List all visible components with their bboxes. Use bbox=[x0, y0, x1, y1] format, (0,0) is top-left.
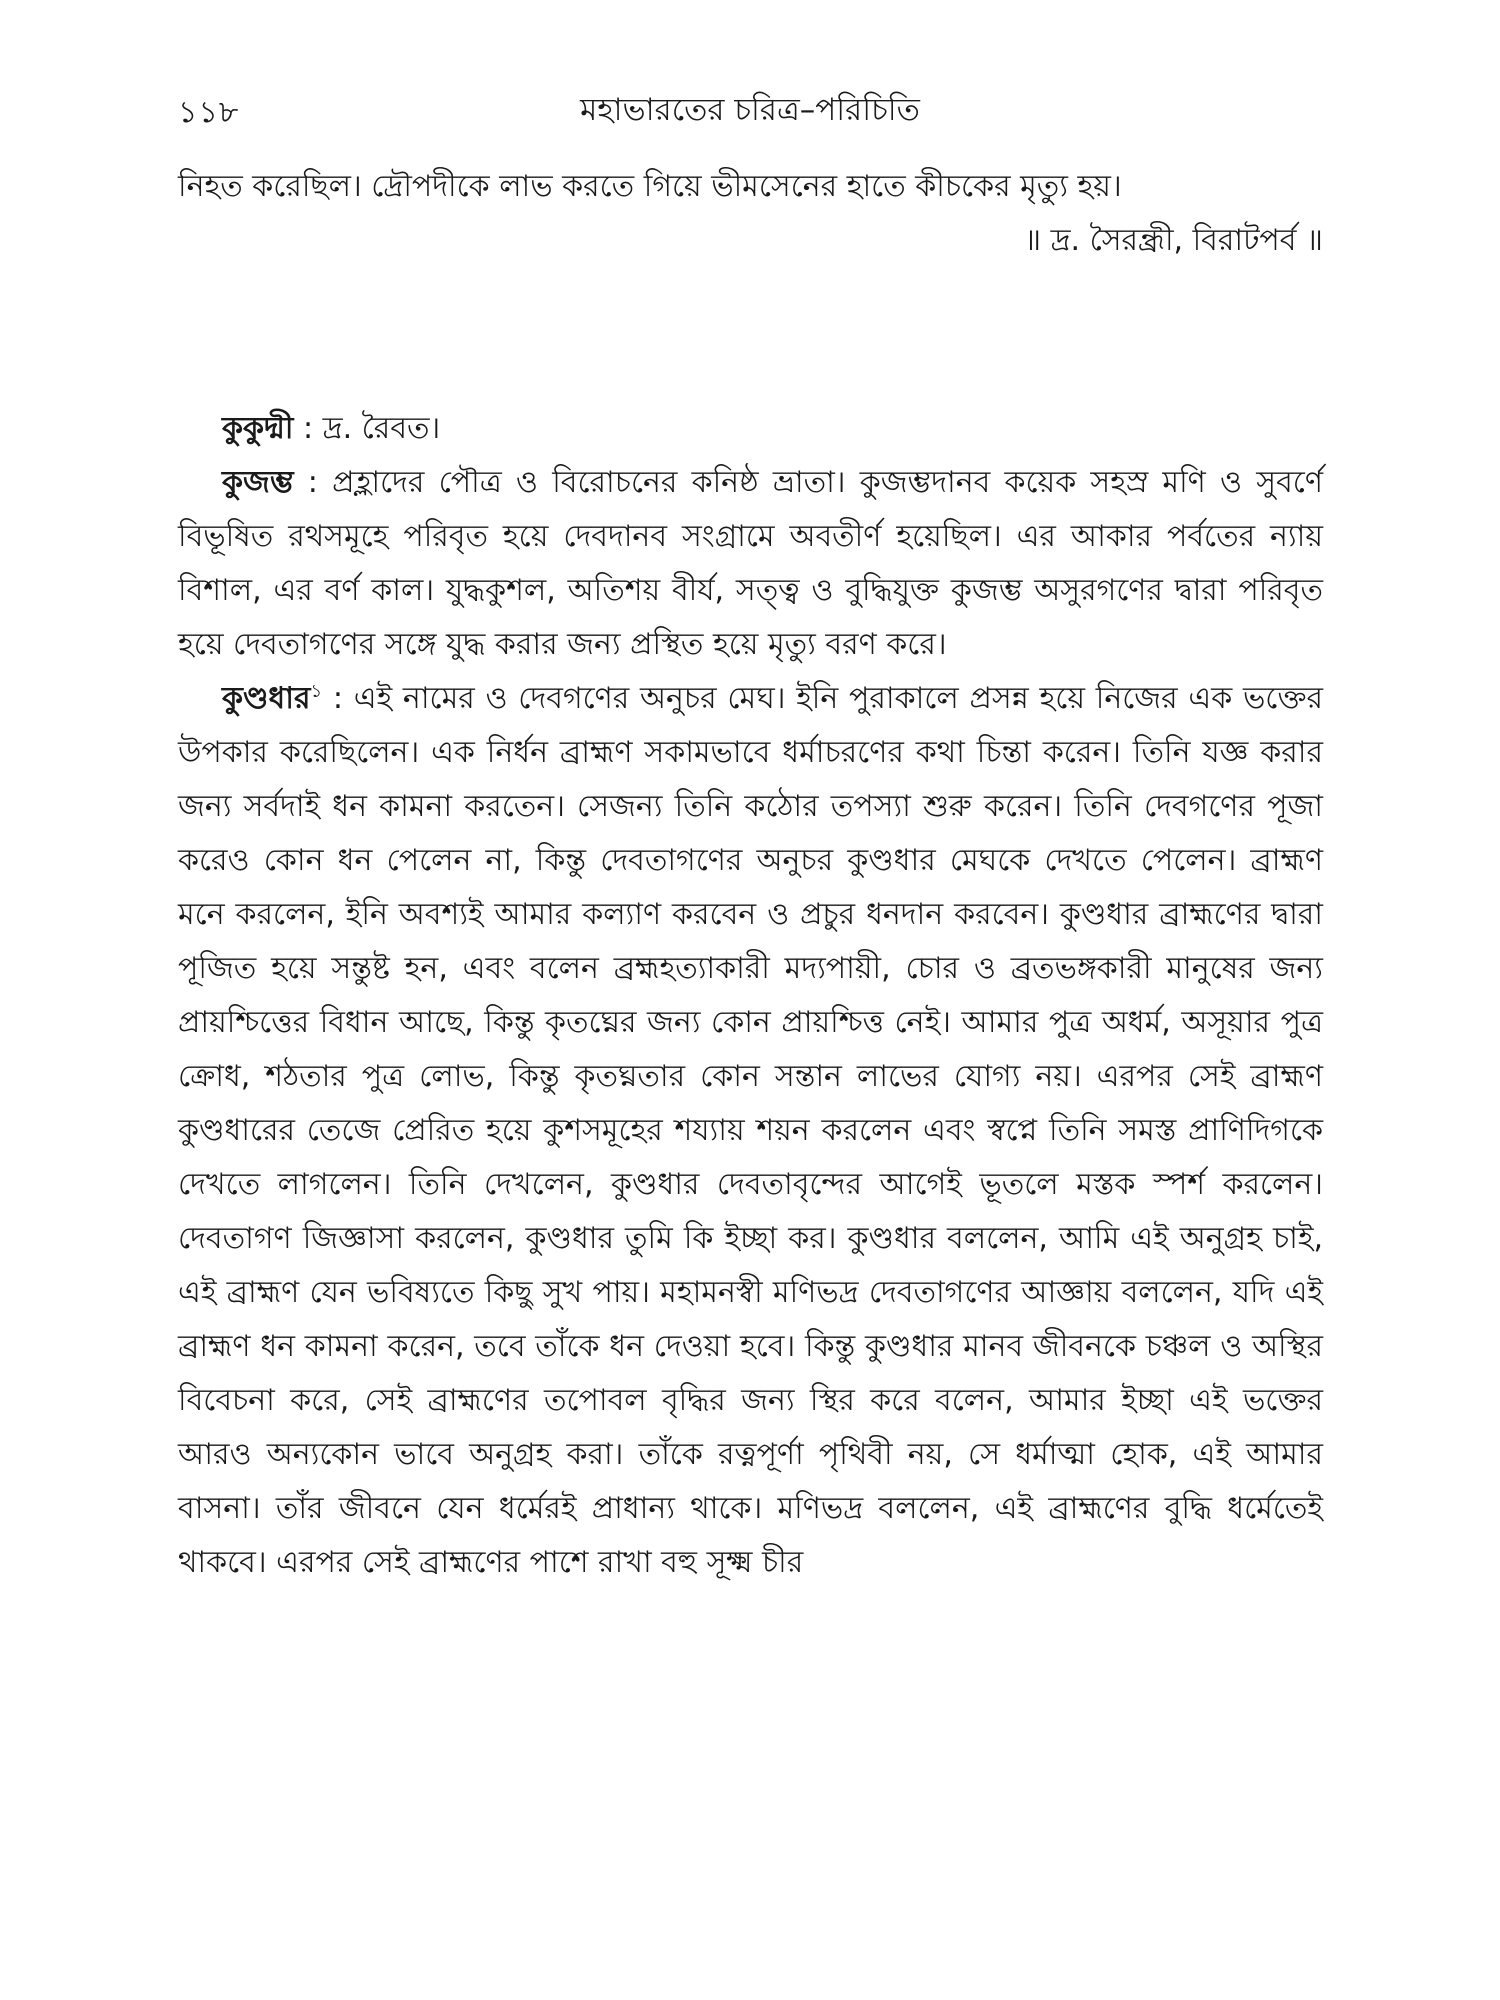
entry-separator: : bbox=[293, 465, 333, 500]
entry-headword: কুজম্ভ bbox=[222, 465, 294, 500]
entry-headword: কুকুদ্মী bbox=[222, 411, 294, 446]
entries-block bbox=[178, 402, 1323, 1590]
entry-text: প্রহ্লাদের পৌত্র ও বিরোচনের কনিষ্ঠ ভ্রাতা। কুজম্ভদানব কয়েক সহস্র মণি ও সুবর্ণে বিভূষিত রথসমূহে পরিবৃত হয়ে দেবদানব সংগ্রামে অবতীর্ণ হয়েছিল। এর আকার পর্বতের ন্যায় বিশাল, এর বর্ণ কাল। যুদ্ধকুশল, অতিশয় বীর্য, সত্ত্ব ও বুদ্ধিযুক্ত কুজম্ভ অসুরগণের দ্বারা পরিবৃত হয়ে দেবতাগণের সঙ্গে যুদ্ধ করার জন্য প্রস্থিত হয়ে মৃত্যু বরণ করে। bbox=[178, 465, 1323, 662]
running-title: মহাভারতের চরিত্র–পরিচিতি bbox=[580, 92, 920, 128]
page-number: ১১৮ bbox=[178, 95, 240, 130]
entry-kundadhar bbox=[178, 672, 1323, 1590]
entry-text: এই নামের ও দেবগণের অনুচর মেঘ। ইনি পুরাকালে প্রসন্ন হয়ে নিজের এক ভক্তের উপকার করেছিলেন। এক নির্ধন ব্রাহ্মণ সকামভাবে ধর্মাচরণের কথা চিন্তা করেন। তিনি যজ্ঞ করার জন্য সর্বদাই ধন কামনা করতেন। সেজন্য তিনি কঠোর তপস্যা শুরু করেন। তিনি দেবগণের পূজা করেও কোন ধন পেলেন না, কিন্তু দেবতাগণের অনুচর কুণ্ডধার মেঘকে দেখতে পেলেন। ব্রাহ্মণ মনে করলেন, ইনি অবশ্যই আমার কল্যাণ করবেন ও প্রচুর ধনদান করবেন। কুণ্ডধার ব্রাহ্মণের দ্বারা পূজিত হয়ে সন্তুষ্ট হন, এবং বলেন ব্রহ্মহত্যাকারী মদ্যপায়ী, চোর ও ব্রতভঙ্গকারী মানুষের জন্য প্রায়শ্চিত্তের বিধান আছে, কিন্তু কৃতঘ্নের জন্য কোন প্রায়শ্চিত্ত নেই। আমার পুত্র অধর্ম, অসূয়ার পুত্র ক্রোধ, শঠতার পুত্র লোভ, কিন্তু কৃতঘ্নতার কোন সন্তান লাভের যোগ্য নয়। এরপর সেই ব্রাহ্মণ কুণ্ডধারের তেজে প্রেরিত হয়ে কুশসমূহের শয্যায় শয়ন করলেন এবং স্বপ্নে তিনি সমস্ত প্রাণিদিগকে দেখতে লাগলেন। তিনি দেখলেন, কুণ্ডধার দেবতাবৃন্দের আগেই ভূতলে মস্তক স্পর্শ করলেন। দেবতাগণ জিজ্ঞাসা করলেন, কুণ্ডধার তুমি কি ইচ্ছা কর। কুণ্ডধার বললেন, আমি এই অনুগ্রহ চাই, এই ব্রাহ্মণ যেন ভবিষ্যতে কিছু সুখ পায়। মহামনস্বী মণিভদ্র দেবতাগণের আজ্ঞায় বললেন, যদি এই ব্রাহ্মণ ধন কামনা করেন, তবে তাঁকে ধন দেওয়া হবে। কিন্তু কুণ্ডধার মানব জীবনকে চঞ্চল ও অস্থির বিবেচনা করে, সেই ব্রাহ্মণের তপোবল বৃদ্ধির জন্য স্থির করে বলেন, আমার ইচ্ছা এই ভক্তের আরও অন্যকোন ভাবে অনুগ্রহ করা। তাঁকে রত্নপূর্ণা পৃথিবী নয়, সে ধর্মাত্মা হোক, এই আমার বাসনা। তাঁর জীবনে যেন ধর্মেরই প্রাধান্য থাকে। মণিভদ্র বললেন, এই ব্রাহ্মণের বুদ্ধি ধর্মেতেই থাকবে। এরপর সেই ব্রাহ্মণের পাশে রাখা বহু সূক্ষ্ম চীর bbox=[178, 681, 1324, 1580]
entry-separator: : bbox=[322, 681, 354, 716]
continuation-paragraph: নিহত করেছিল। দ্রৌপদীকে লাভ করতে গিয়ে ভীমসেনের হাতে কীচকের মৃত্যু হয়। bbox=[178, 169, 1122, 204]
entry-headword: কুণ্ডধার bbox=[222, 681, 311, 716]
entry-text: দ্র. রৈবত। bbox=[322, 411, 441, 446]
footnote-marker: ১ bbox=[310, 681, 323, 702]
cross-reference: ॥ দ্র. সৈরন্ধ্রী, বিরাটপর্ব ॥ bbox=[1024, 223, 1323, 258]
entry-separator: : bbox=[293, 411, 323, 446]
entry-kukudmi bbox=[178, 402, 1323, 456]
continuation-block bbox=[178, 160, 1323, 268]
entry-kujambha bbox=[178, 456, 1323, 672]
